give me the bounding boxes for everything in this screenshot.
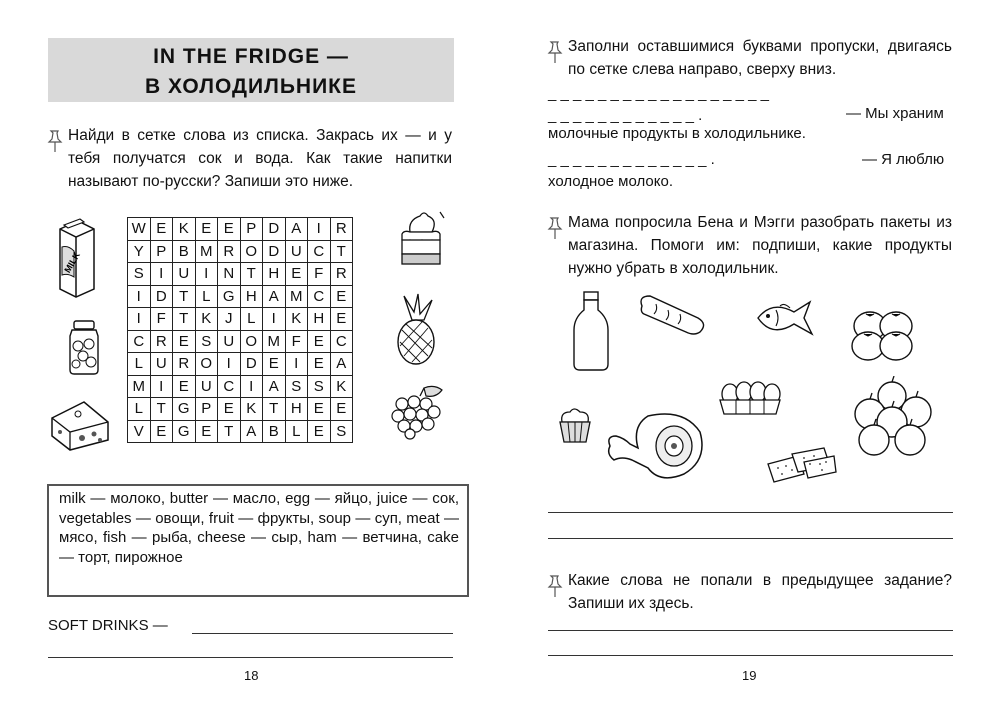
grid-cell[interactable]: U — [218, 330, 241, 353]
grid-cell[interactable]: V — [128, 420, 151, 443]
grid-cell[interactable]: S — [195, 330, 218, 353]
grid-cell[interactable]: I — [218, 353, 241, 376]
grid-cell[interactable]: O — [240, 330, 263, 353]
grid-cell[interactable]: H — [263, 263, 286, 286]
grid-cell[interactable]: A — [330, 353, 353, 376]
grid-cell[interactable]: G — [173, 420, 196, 443]
fish-icon — [754, 298, 816, 340]
grid-cell[interactable]: C — [308, 240, 331, 263]
page-title-english: IN THE FRIDGE — — [153, 45, 349, 68]
grid-row — [128, 308, 353, 331]
grid-row — [128, 263, 353, 286]
page-title-box — [48, 38, 454, 102]
grid-cell[interactable]: F — [308, 263, 331, 286]
sentence-2-end: — Я люблю — [862, 151, 945, 168]
grid-cell[interactable]: K — [195, 308, 218, 331]
grid-row — [128, 375, 353, 398]
grid-cell[interactable]: J — [218, 308, 241, 331]
pushpin-icon — [546, 574, 564, 598]
task-1-text: Найди в сетке слова из списка. Закрась их — и у тебя получатся сок и вода. Как такие напитки называют по-русски? Запиши это ниже. — [68, 127, 452, 190]
apples-icon — [846, 376, 938, 458]
grid-cell[interactable]: U — [195, 375, 218, 398]
task-2 — [568, 35, 952, 81]
milk-bottle-icon — [572, 290, 612, 372]
grid-cell[interactable]: U — [173, 263, 196, 286]
word-search-grid[interactable] — [127, 217, 353, 443]
sentence-1-end: — Мы храним — [846, 105, 944, 122]
answer-line[interactable] — [548, 512, 953, 513]
grid-cell[interactable]: R — [330, 263, 353, 286]
grid-cell[interactable]: H — [308, 308, 331, 331]
grid-cell[interactable]: M — [195, 240, 218, 263]
eggs-icon — [718, 380, 782, 416]
jar-icon — [64, 318, 104, 376]
grid-cell[interactable]: L — [128, 398, 151, 421]
answer-line[interactable] — [548, 655, 953, 656]
grid-cell[interactable]: L — [240, 308, 263, 331]
grid-cell[interactable]: E — [308, 353, 331, 376]
grid-cell[interactable]: E — [330, 308, 353, 331]
crackers-icon — [764, 446, 838, 486]
grid-cell[interactable]: L — [128, 353, 151, 376]
grid-cell[interactable]: E — [330, 398, 353, 421]
grid-cell[interactable]: E — [173, 330, 196, 353]
grid-cell[interactable]: U — [150, 353, 173, 376]
page-number: 19 — [742, 668, 757, 683]
sentence-2-line-2: холодное молоко. — [548, 173, 673, 190]
grid-cell[interactable]: C — [308, 285, 331, 308]
grid-cell[interactable]: R — [173, 353, 196, 376]
grid-row — [128, 330, 353, 353]
grid-cell[interactable]: C — [128, 330, 151, 353]
grid-cell[interactable]: G — [218, 285, 241, 308]
grid-cell[interactable]: A — [240, 420, 263, 443]
grid-cell[interactable]: E — [308, 420, 331, 443]
grid-row — [128, 420, 353, 443]
grid-cell[interactable]: O — [195, 353, 218, 376]
answer-line[interactable] — [192, 633, 453, 634]
task-4-text: Какие слова не попали в предыдущее задание? Запиши их здесь. — [568, 572, 952, 612]
grid-cell[interactable]: O — [240, 240, 263, 263]
grid-cell[interactable]: E — [150, 218, 173, 241]
grid-cell[interactable]: T — [263, 398, 286, 421]
grid-cell[interactable]: D — [263, 240, 286, 263]
grid-row — [128, 218, 353, 241]
grid-cell[interactable]: A — [263, 375, 286, 398]
grid-cell[interactable]: W — [128, 218, 151, 241]
grid-cell[interactable]: F — [150, 308, 173, 331]
grid-cell[interactable]: I — [128, 285, 151, 308]
blanks-line-3[interactable]: _ _ _ _ _ _ _ _ _ _ _ _ _ . — [548, 151, 715, 168]
grid-cell[interactable]: Y — [128, 240, 151, 263]
grid-row — [128, 398, 353, 421]
grid-cell[interactable]: U — [285, 240, 308, 263]
grid-cell[interactable]: P — [240, 218, 263, 241]
grid-cell[interactable]: C — [330, 330, 353, 353]
blanks-line-2[interactable]: _ _ _ _ _ _ _ _ _ _ _ _ . — [548, 107, 703, 124]
grid-cell[interactable]: T — [330, 240, 353, 263]
grid-cell[interactable]: I — [285, 353, 308, 376]
milk-carton-label: MILK — [62, 250, 82, 275]
answer-line[interactable] — [548, 630, 953, 631]
grid-cell[interactable]: M — [285, 285, 308, 308]
grid-cell[interactable]: A — [263, 285, 286, 308]
grid-cell[interactable]: L — [195, 285, 218, 308]
grid-cell[interactable]: M — [128, 375, 151, 398]
grid-cell[interactable]: B — [173, 240, 196, 263]
grid-cell[interactable]: E — [308, 398, 331, 421]
grid-cell[interactable]: N — [218, 263, 241, 286]
grid-cell[interactable]: S — [330, 420, 353, 443]
grid-cell[interactable]: M — [263, 330, 286, 353]
grid-cell[interactable]: I — [195, 263, 218, 286]
grid-cell[interactable]: I — [308, 218, 331, 241]
pineapple-icon — [390, 292, 440, 366]
pushpin-icon — [546, 40, 564, 64]
tomatoes-icon — [848, 306, 918, 364]
pushpin-icon — [546, 216, 564, 240]
grapes-icon — [390, 382, 448, 440]
vocabulary-box — [47, 484, 469, 597]
grid-cell[interactable]: H — [240, 285, 263, 308]
grid-cell[interactable]: E — [308, 330, 331, 353]
grid-cell[interactable]: H — [285, 398, 308, 421]
grid-cell[interactable]: L — [285, 420, 308, 443]
grid-cell[interactable]: G — [173, 398, 196, 421]
grid-cell[interactable]: T — [150, 398, 173, 421]
grid-cell[interactable]: C — [218, 375, 241, 398]
task-2-text: Заполни оставшимися буквами пропуски, двигаясь по сетке слева направо, сверху вниз. — [568, 38, 952, 78]
grid-cell[interactable]: R — [150, 330, 173, 353]
grid-cell[interactable]: A — [285, 218, 308, 241]
grid-cell[interactable]: E — [150, 420, 173, 443]
grid-cell[interactable]: E — [195, 420, 218, 443]
soft-drinks-label: SOFT DRINKS — — [48, 617, 168, 634]
milk-carton-icon — [50, 217, 104, 299]
cheese-icon — [48, 396, 112, 452]
grid-cell[interactable]: E — [263, 353, 286, 376]
grid-cell[interactable]: K — [173, 218, 196, 241]
grid-cell[interactable]: E — [173, 375, 196, 398]
grid-cell[interactable]: D — [240, 353, 263, 376]
pushpin-icon — [46, 129, 64, 153]
right-page — [500, 0, 1000, 725]
grid-cell[interactable]: E — [218, 398, 241, 421]
grid-cell[interactable]: D — [263, 218, 286, 241]
page-number: 18 — [244, 668, 259, 683]
grid-cell[interactable]: R — [218, 240, 241, 263]
cupcake-icon — [556, 404, 594, 444]
blanks-line-1[interactable]: _ _ _ _ _ _ _ _ _ _ _ _ _ _ _ _ _ _ — [548, 85, 770, 102]
grid-row — [128, 353, 353, 376]
grid-cell[interactable]: E — [285, 263, 308, 286]
grid-row — [128, 240, 353, 263]
grid-cell[interactable]: D — [150, 285, 173, 308]
grid-cell[interactable]: S — [128, 263, 151, 286]
sentence-1-line-3: молочные продукты в холодильнике. — [548, 125, 806, 142]
grid-cell[interactable]: P — [150, 240, 173, 263]
task-3 — [568, 211, 952, 280]
bread-icon — [636, 292, 708, 336]
grid-cell[interactable]: I — [150, 263, 173, 286]
grid-cell[interactable]: E — [330, 285, 353, 308]
grid-cell[interactable]: B — [263, 420, 286, 443]
grid-cell[interactable]: T — [173, 308, 196, 331]
ham-icon — [604, 408, 710, 488]
task-3-text: Мама попросила Бена и Мэгги разобрать пакеты из магазина. Помоги им: подпиши, какие продукты нужно убрать в холодильник. — [568, 214, 952, 277]
grid-cell[interactable]: T — [218, 420, 241, 443]
task-1 — [68, 124, 452, 193]
page-title-russian: В ХОЛОДИЛЬНИКЕ — [144, 75, 358, 98]
grid-cell[interactable]: K — [240, 398, 263, 421]
grid-cell[interactable]: K — [285, 308, 308, 331]
grid-cell[interactable]: S — [308, 375, 331, 398]
grid-cell[interactable]: S — [285, 375, 308, 398]
task-4 — [568, 569, 952, 615]
grid-cell[interactable]: E — [218, 218, 241, 241]
grid-cell[interactable]: I — [240, 375, 263, 398]
grid-cell[interactable]: R — [330, 218, 353, 241]
cake-icon — [396, 208, 446, 270]
grid-cell[interactable]: I — [128, 308, 151, 331]
answer-line[interactable] — [548, 538, 953, 539]
grid-cell[interactable]: E — [195, 218, 218, 241]
grid-row — [128, 285, 353, 308]
vocabulary-list: milk — молоко, butter — масло, egg — яйцо, juice — сок, vegetables — овощи, fruit — фрукты, soup — суп, meat — мясо, fish — рыба, cheese — сыр, ham — ветчина, cake — торт, пирожное — [59, 490, 459, 566]
grid-cell[interactable]: P — [195, 398, 218, 421]
grid-cell[interactable]: T — [240, 263, 263, 286]
answer-line[interactable] — [48, 657, 453, 658]
grid-cell[interactable]: T — [173, 285, 196, 308]
grid-cell[interactable]: K — [330, 375, 353, 398]
grid-cell[interactable]: F — [285, 330, 308, 353]
grid-cell[interactable]: I — [263, 308, 286, 331]
grid-cell[interactable]: I — [150, 375, 173, 398]
